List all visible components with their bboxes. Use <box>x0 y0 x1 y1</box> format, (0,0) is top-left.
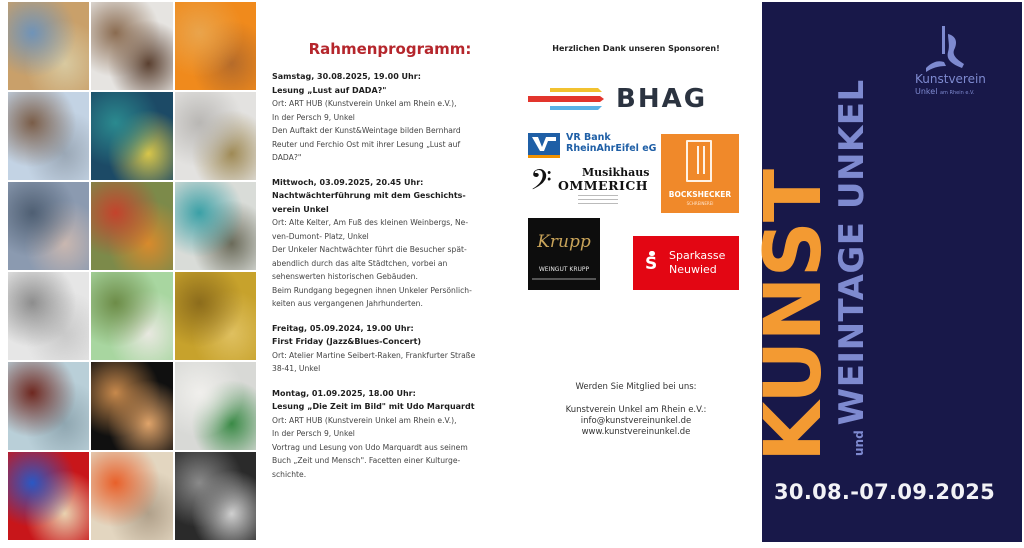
membership-website[interactable]: www.kunstvereinunkel.de <box>581 427 691 437</box>
sparkasse-logo <box>633 236 739 290</box>
krupp-signature: Krupp <box>537 232 591 252</box>
artwork-bird-sculpture <box>175 452 256 540</box>
event-title: First Friday (Jazz&Blues-Concert) <box>272 337 422 346</box>
event-text: Der Unkeler Nachtwächter führt die Besucher spät- <box>272 245 467 254</box>
bhag-wordmark: BHAG <box>616 84 708 114</box>
event-text: Buch „Zeit und Mensch". Facetten einer Kulturge- <box>272 456 461 465</box>
artwork-landscape-painting <box>8 2 89 90</box>
event-text: Ort: ART HUB (Kunstverein Unkel am Rhein e.V.), <box>272 415 457 425</box>
program-section <box>272 40 508 492</box>
vr-bank-icon <box>528 133 560 155</box>
cover-panel <box>749 2 1022 542</box>
membership-org: Kunstverein Unkel am Rhein e.V.: <box>565 405 707 415</box>
cover-subtitle <box>832 79 875 456</box>
event-text: keiten aus vergangenen Jahrhunderten. <box>272 299 423 308</box>
event-item <box>272 70 508 165</box>
vr-bank-logo <box>528 132 658 160</box>
vr-bank-name: VR Bank <box>566 132 611 143</box>
event-title: Nachtwächterführung mit dem Geschichts- <box>272 191 466 200</box>
event-text: Vortrag und Lesung von Udo Marquardt aus seinem <box>272 442 468 452</box>
sponsors-section <box>520 0 752 548</box>
event-text: Ort: ART HUB (Kunstverein Unkel am Rhein e.V.), <box>272 99 457 108</box>
artwork-red-blue-abstract <box>8 452 89 540</box>
door-icon <box>686 140 712 182</box>
artwork-meadow-painting <box>91 272 172 360</box>
event-title: Lesung „Die Zeit im Bild" mit Udo Marquardt <box>272 402 475 411</box>
bockshecker-name: BOCKSHECKER <box>668 190 732 199</box>
artwork-wave-painting <box>175 182 256 270</box>
event-text: 38-41, Unkel <box>272 364 321 373</box>
artwork-teal-dots-painting <box>91 92 172 180</box>
sparkasse-name: Sparkasse <box>669 249 726 262</box>
logo-unkel <box>915 87 974 96</box>
logo-am-rhein: am Rhein e.V. <box>939 90 975 96</box>
bockshecker-logo <box>661 134 739 213</box>
event-text: In der Persch 9, Unkel <box>272 429 355 438</box>
bhag-logo <box>528 82 740 116</box>
artwork-window-painting <box>8 362 89 450</box>
weingut-krupp-logo <box>528 218 600 290</box>
artwork-head-sculptures <box>91 182 172 270</box>
event-text: In der Persch 9, Unkel <box>272 112 355 122</box>
logo-kunstverein: Kunstverein <box>915 72 986 86</box>
membership-email[interactable]: info@kunstvereinunkel.de <box>580 416 692 426</box>
event-text: Reuter und Ferchio Ost mit ihrer Lesung „Lust auf <box>272 139 461 149</box>
event-text: ven-Dumont- Platz, Unkel <box>272 231 369 241</box>
event-text: Ort: Atelier Martine Seibert-Raken, Frankfurter Straße <box>272 350 476 360</box>
artwork-ceramic-form <box>91 362 172 450</box>
cover-weintage-unkel: WEINTAGE UNKEL <box>832 79 872 426</box>
event-dates: 30.08.-07.09.2025 <box>774 480 996 504</box>
musikhaus-address <box>578 195 618 207</box>
event-date: Montag, 01.09.2025, 18.00 Uhr: <box>272 388 416 398</box>
logo-unkel-text: Unkel <box>915 87 938 96</box>
program-heading: Rahmenprogramm: <box>308 40 472 58</box>
event-date: Samstag, 30.08.2025, 19.00 Uhr: <box>272 72 421 81</box>
musikhaus-name: OMMERICH <box>558 178 649 193</box>
event-date: Freitag, 05.09.2024, 19.00 Uhr: <box>272 323 414 333</box>
cover-und: und <box>852 430 866 456</box>
event-text: DADA?" <box>272 153 302 162</box>
sparkasse-icon <box>645 251 659 273</box>
artwork-fur-object <box>175 362 256 450</box>
event-title: Lesung „Lust auf DADA?" <box>272 85 387 95</box>
artwork-gallery <box>8 2 256 540</box>
event-item <box>272 387 508 482</box>
musikhaus-title: Musikhaus <box>582 166 650 179</box>
event-text: Den Auftakt der Kunst&Weintage bilden Bernhard <box>272 126 461 135</box>
bockshecker-subtitle: SCHREINEREI <box>686 201 714 206</box>
artwork-wire-sculpture <box>91 2 172 90</box>
artwork-tall-leaf-sculpture <box>8 92 89 180</box>
bhag-stripes-icon <box>528 82 608 116</box>
artwork-portrait-drawing <box>8 272 89 360</box>
bass-clef-icon: 𝄢 <box>530 164 552 204</box>
krupp-address <box>532 278 596 280</box>
vr-bank-subname: RheinAhrEifel eG <box>566 143 657 154</box>
event-text: Beim Rundgang begegnen ihnen Unkeler Persönlich- <box>272 285 472 295</box>
event-date: Mittwoch, 03.09.2025, 20.45 Uhr: <box>272 177 424 187</box>
event-item <box>272 322 508 376</box>
membership-info <box>520 382 752 438</box>
artwork-orange-sculpture <box>175 2 256 90</box>
artwork-beige-abstract <box>91 452 172 540</box>
krupp-name: WEINGUT KRUPP <box>538 266 590 273</box>
sponsors-heading: Herzlichen Dank unseren Sponsoren! <box>552 44 720 53</box>
event-text: abendlich durch das alte Städtchen, vorbei an <box>272 258 448 268</box>
event-text: Ort: Alte Kelter, Am Fuß des kleinen Weinbergs, Ne- <box>272 218 469 227</box>
musikhaus-logo <box>530 166 650 210</box>
event-title-cont: verein Unkel <box>272 204 329 214</box>
artwork-ochre-painting <box>175 272 256 360</box>
event-item <box>272 176 508 311</box>
sparkasse-city: Neuwied <box>669 263 717 276</box>
cover-title-kunst: KUNST <box>749 169 839 462</box>
event-text: schichte. <box>272 469 307 479</box>
event-text: sehenswerten historischen Gebäuden. <box>272 272 418 281</box>
artwork-silver-ring <box>175 92 256 180</box>
artwork-dancers-painting <box>8 182 89 270</box>
membership-heading: Werden Sie Mitglied bei uns: <box>575 382 697 392</box>
